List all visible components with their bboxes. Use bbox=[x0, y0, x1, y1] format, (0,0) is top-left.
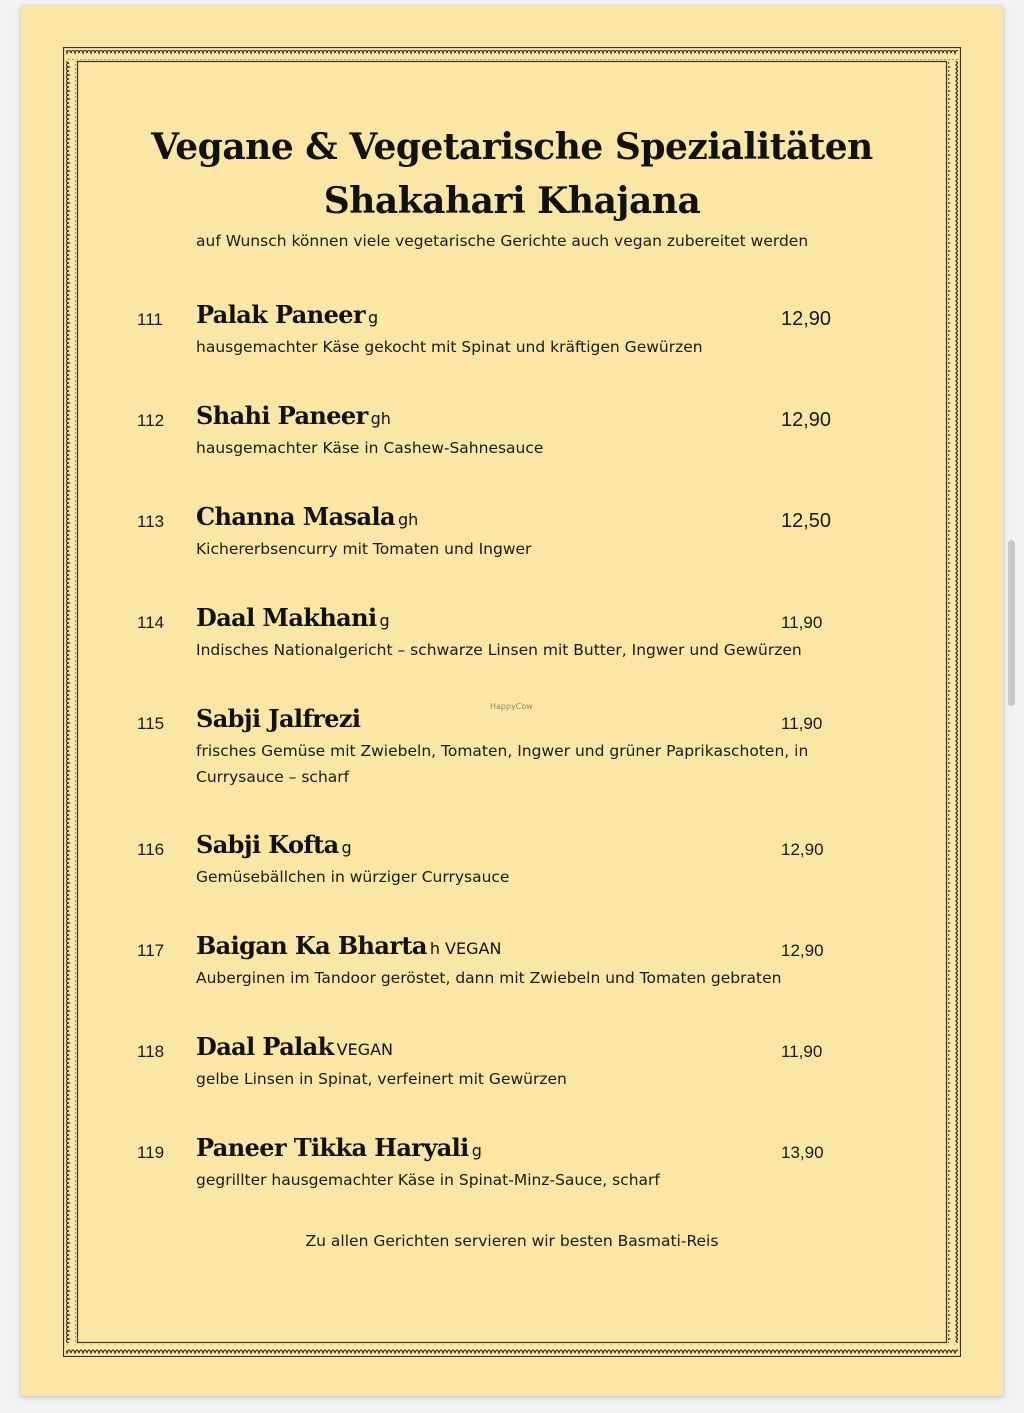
item-price: 11,90 bbox=[781, 1042, 823, 1061]
item-price: 12,90 bbox=[781, 409, 832, 431]
menu-item bbox=[0, 300, 1024, 390]
item-name-text: Baigan Ka Bharta bbox=[196, 931, 427, 960]
item-allergen-tag: g bbox=[379, 611, 390, 630]
happycow-watermark: HappyCow bbox=[490, 702, 533, 711]
menu-item bbox=[0, 704, 1024, 794]
item-description: Auberginen im Tandoor geröstet, dann mit Zwiebeln und Tomaten gebraten bbox=[196, 969, 782, 987]
item-name-text: Daal Makhani bbox=[196, 603, 377, 632]
item-description: frisches Gemüse mit Zwiebeln, Tomaten, Ingwer und grüner Paprikaschoten, in Currysauce – scharf bbox=[196, 742, 809, 786]
item-number: 112 bbox=[137, 411, 165, 430]
item-name-text: Palak Paneer bbox=[196, 300, 365, 329]
menu-item bbox=[0, 1133, 1024, 1223]
item-allergen-tag: h VEGAN bbox=[429, 939, 502, 958]
item-allergen-tag: gh bbox=[397, 510, 419, 529]
item-name-text: Shahi Paneer bbox=[196, 401, 368, 430]
item-price: 13,90 bbox=[781, 1143, 824, 1162]
item-allergen-tag: VEGAN bbox=[336, 1040, 394, 1059]
item-allergen-tag: g bbox=[368, 308, 379, 327]
rice-note: Zu allen Gerichten servieren wir besten Basmati-Reis bbox=[305, 1232, 719, 1250]
item-allergen-tag: g bbox=[341, 838, 352, 857]
item-allergen-tag: gh bbox=[370, 409, 391, 428]
menu-subtitle-name: Shakahari Khajana bbox=[323, 180, 701, 222]
item-number: 111 bbox=[137, 310, 163, 329]
item-number: 113 bbox=[137, 512, 165, 531]
item-name-text: Channa Masala bbox=[196, 502, 395, 531]
menu-item bbox=[0, 502, 1024, 592]
menu-item bbox=[0, 603, 1024, 693]
item-description: hausgemachter Käse gekocht mit Spinat und kräftigen Gewürzen bbox=[196, 338, 703, 356]
menu-item bbox=[0, 1032, 1024, 1122]
menu-item bbox=[0, 830, 1024, 920]
item-name-text: Sabji Jalfrezi bbox=[196, 704, 361, 733]
item-name bbox=[196, 401, 391, 430]
item-name-text: Sabji Kofta bbox=[196, 830, 339, 859]
item-name-text: Daal Palak bbox=[196, 1032, 334, 1061]
item-name bbox=[196, 603, 390, 632]
item-number: 115 bbox=[137, 714, 165, 733]
item-allergen-tag: g bbox=[471, 1141, 482, 1160]
item-name bbox=[196, 502, 418, 531]
item-price: 12,50 bbox=[781, 510, 832, 532]
item-name-text: Paneer Tikka Haryali bbox=[196, 1133, 469, 1162]
item-description: Gemüsebällchen in würziger Currysauce bbox=[196, 868, 510, 886]
item-number: 119 bbox=[137, 1143, 165, 1162]
menu-intro-note: auf Wunsch können viele vegetarische Gerichte auch vegan zubereitet werden bbox=[196, 232, 809, 250]
item-number: 114 bbox=[137, 613, 165, 632]
item-name bbox=[196, 704, 363, 733]
item-name bbox=[196, 830, 352, 859]
item-price: 11,90 bbox=[781, 613, 823, 632]
item-name bbox=[196, 1133, 482, 1162]
menu-item bbox=[0, 401, 1024, 491]
item-name bbox=[196, 300, 378, 329]
item-price: 11,90 bbox=[781, 714, 823, 733]
item-price: 12,90 bbox=[781, 840, 824, 859]
item-price: 12,90 bbox=[781, 941, 824, 960]
item-description: Kichererbsencurry mit Tomaten und Ingwer bbox=[196, 540, 532, 558]
item-description: Indisches Nationalgericht – schwarze Linsen mit Butter, Ingwer und Gewürzen bbox=[196, 641, 802, 659]
item-price: 12,90 bbox=[781, 308, 832, 330]
item-description: gelbe Linsen in Spinat, verfeinert mit Gewürzen bbox=[196, 1070, 567, 1088]
item-number: 118 bbox=[137, 1042, 165, 1061]
menu-item bbox=[0, 931, 1024, 1021]
menu-title: Vegane & Vegetarische Spezialitäten bbox=[151, 126, 873, 168]
item-number: 117 bbox=[137, 941, 165, 960]
item-name bbox=[196, 931, 501, 960]
item-description: hausgemachter Käse in Cashew-Sahnesauce bbox=[196, 439, 544, 457]
item-number: 116 bbox=[137, 840, 165, 859]
item-name bbox=[196, 1032, 393, 1061]
item-description: gegrillter hausgemachter Käse in Spinat-Minz-Sauce, scharf bbox=[196, 1171, 660, 1189]
